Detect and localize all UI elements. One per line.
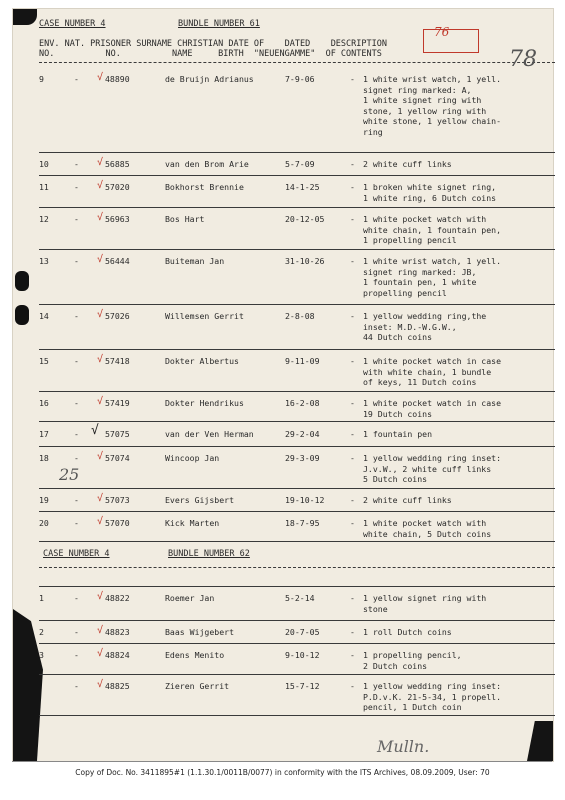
cell-env: 2 [39,627,44,637]
cell-birth: 20-12-05 [285,214,325,224]
desc-dash: - [350,311,355,321]
cell-name: Willemsen Gerrit [165,311,244,321]
desc-dash: - [350,627,355,637]
desc-dash: - [350,429,355,439]
checkmark-icon: √ [97,354,104,365]
row-divider [39,586,555,587]
cell-description: 1 white wrist watch, 1 yell. signet ring marked: A, 1 white signet ring with stone, 1 yellow ring with white stone, 1 yellow chain- ring [363,74,502,137]
cell-description: 1 white pocket watch in case with white chain, 1 bundle of keys, 11 Dutch coins [363,356,502,388]
row-divider [39,175,555,176]
cell-env: 13 [39,256,49,266]
row-divider [39,541,555,542]
row-divider [39,446,555,447]
cell-env: 1 [39,593,44,603]
row-divider [39,421,555,422]
row-divider [39,620,555,621]
desc-dash: - [350,593,355,603]
archive-footer: Copy of Doc. No. 3411895#1 (1.1.30.1/0011B/0077) in conformity with the ITS Archives, 08.09.2009, User: 70 [75,768,490,777]
cell-nat: - [74,518,79,528]
checkmark-icon: √ [97,180,104,191]
cell-description: 1 white wrist watch, 1 yell. signet ring marked: JB, 1 fountain pen, 1 white propelling pencil [363,256,502,298]
footer-divider [12,761,552,762]
cell-nat: - [74,182,79,192]
cell-birth: 14-1-25 [285,182,320,192]
cell-name: Kick Marten [165,518,220,528]
cell-description: 1 yellow wedding ring inset: J.v.W., 2 white cuff links 5 Dutch coins [363,453,502,485]
cell-env: 17 [39,429,49,439]
cell-pno: 57073 [105,495,130,505]
signature: Mulln. [377,737,430,756]
desc-dash: - [350,214,355,224]
cell-pno: 48823 [105,627,130,637]
cell-birth: 2-8-08 [285,311,315,321]
cell-name: van den Brom Arie [165,159,249,169]
checkmark-icon: √ [97,396,104,407]
cell-env: 12 [39,214,49,224]
cell-description: 1 white pocket watch with white chain, 5 Dutch coins [363,518,492,539]
cell-nat: - [74,495,79,505]
punch-hole [15,271,29,291]
cell-nat: - [74,453,79,463]
cell-description: 1 yellow wedding ring,the inset: M.D.-W.G.W., 44 Dutch coins [363,311,487,343]
row-divider [39,391,555,392]
torn-corner-top-left [13,9,37,25]
cell-birth: 9-10-12 [285,650,320,660]
document-scan [12,8,554,762]
desc-dash: - [350,681,355,691]
cell-nat: - [74,398,79,408]
checkmark-icon: √ [97,493,104,504]
checkmark-icon: √ [97,254,104,265]
cell-pno: 57418 [105,356,130,366]
cell-birth: 5-2-14 [285,593,315,603]
cell-pno: 48822 [105,593,130,603]
checkmark-icon: √ [97,625,104,636]
bundle-label: BUNDLE NUMBER 61 [178,19,260,29]
desc-dash: - [350,74,355,84]
cell-birth: 29-3-09 [285,453,320,463]
cell-birth: 7-9-06 [285,74,315,84]
checkmark-icon: √ [97,679,104,690]
red-stamp-box [423,29,479,53]
cell-nat: - [74,681,79,691]
cell-pno: 56885 [105,159,130,169]
column-headers-line1: ENV. NAT. PRISONER SURNAME CHRISTIAN DATE OF DATED DESCRIPTION [39,39,387,49]
cell-env: 16 [39,398,49,408]
row-divider [39,207,555,208]
row-divider [39,674,555,675]
cell-name: Edens Menito [165,650,225,660]
cell-env: 15 [39,356,49,366]
row-divider [39,249,555,250]
cell-pno: 56963 [105,214,130,224]
header-rule [39,62,555,63]
handwritten-scribble: 25 [59,465,80,484]
cell-pno: 48824 [105,650,130,660]
cell-description: 2 white cuff links [363,159,452,169]
cell-nat: - [74,627,79,637]
cell-description: 1 fountain pen [363,429,433,439]
cell-description: 1 broken white signet ring, 1 white ring, 6 Dutch coins [363,182,497,203]
desc-dash: - [350,495,355,505]
cell-env: 10 [39,159,49,169]
cell-nat: - [74,429,79,439]
cell-name: Baas Wijgebert [165,627,235,637]
cell-pno: 57020 [105,182,130,192]
checkmark-icon: √ [97,451,104,462]
cell-nat: - [74,159,79,169]
row-divider [39,643,555,644]
section2-bundle-label: BUNDLE NUMBER 62 [168,549,250,559]
case-label: CASE NUMBER 4 [39,19,106,29]
cell-name: Buiteman Jan [165,256,225,266]
desc-dash: - [350,182,355,192]
row-divider [39,511,555,512]
row-divider [39,715,555,716]
cell-name: Bokhorst Brennie [165,182,244,192]
cell-birth: 18-7-95 [285,518,320,528]
checkmark-icon: √ [97,648,104,659]
cell-birth: 29-2-04 [285,429,320,439]
cell-env: 3 [39,650,44,660]
cell-env: 14 [39,311,49,321]
cell-description: 1 propelling pencil, 2 Dutch coins [363,650,462,671]
torn-edge-bottom-right [527,721,553,761]
cell-birth: 20-7-05 [285,627,320,637]
cell-pno: 57419 [105,398,130,408]
checkmark-icon: √ [97,591,104,602]
cell-birth: 5-7-09 [285,159,315,169]
cell-description: 1 yellow signet ring with stone [363,593,487,614]
punch-hole [15,305,29,325]
cell-description: 1 roll Dutch coins [363,627,452,637]
cell-birth: 31-10-26 [285,256,325,266]
cell-birth: 9-11-09 [285,356,320,366]
stamp-number: 76 [434,25,450,39]
cell-nat: - [74,256,79,266]
cell-description: 2 white cuff links [363,495,452,505]
cell-env: 11 [39,182,49,192]
checkmark-icon: √ [97,212,104,223]
cell-env: 18 [39,453,49,463]
cell-name: de Bruijn Adrianus [165,74,254,84]
cell-pno: 57026 [105,311,130,321]
cell-nat: - [74,74,79,84]
cell-name: Dokter Hendrikus [165,398,244,408]
cell-name: Bos Hart [165,214,205,224]
cell-env: 20 [39,518,49,528]
row-divider [39,152,555,153]
cell-pno: 48825 [105,681,130,691]
cell-pno: 56444 [105,256,130,266]
cell-pno: 57070 [105,518,130,528]
desc-dash: - [350,256,355,266]
desc-dash: - [350,356,355,366]
cell-pno: 48890 [105,74,130,84]
checkmark-icon: √ [97,157,104,168]
cell-name: Zieren Gerrit [165,681,230,691]
cell-description: 1 yellow wedding ring inset: P.D.v.K. 21-5-34, 1 propell. pencil, 1 Dutch coin [363,681,502,713]
desc-dash: - [350,650,355,660]
column-headers-line2: NO. NO. NAME BIRTH "NEUENGAMME" OF CONTENTS [39,49,382,59]
desc-dash: - [350,159,355,169]
cell-name: Roemer Jan [165,593,215,603]
row-divider [39,349,555,350]
checkmark-icon: √ [91,423,99,438]
cell-name: Dokter Albertus [165,356,239,366]
cell-nat: - [74,650,79,660]
cell-pno: 57074 [105,453,130,463]
section2-header-rule [39,567,555,568]
cell-birth: 15-7-12 [285,681,320,691]
handwritten-page-number: 78 [509,47,537,72]
cell-env: 19 [39,495,49,505]
row-divider [39,304,555,305]
cell-nat: - [74,356,79,366]
desc-dash: - [350,398,355,408]
checkmark-icon: √ [97,72,104,83]
section2-case-label: CASE NUMBER 4 [43,549,110,559]
cell-birth: 16-2-08 [285,398,320,408]
cell-nat: - [74,214,79,224]
cell-nat: - [74,593,79,603]
cell-description: 1 white pocket watch in case 19 Dutch coins [363,398,502,419]
row-divider [39,488,555,489]
cell-name: Wincoop Jan [165,453,220,463]
checkmark-icon: √ [97,309,104,320]
desc-dash: - [350,518,355,528]
cell-name: van der Ven Herman [165,429,254,439]
cell-description: 1 white pocket watch with white chain, 1 fountain pen, 1 propelling pencil [363,214,502,246]
cell-birth: 19-10-12 [285,495,325,505]
checkmark-icon: √ [97,516,104,527]
cell-nat: - [74,311,79,321]
cell-env: 9 [39,74,44,84]
cell-name: Evers Gijsbert [165,495,235,505]
cell-pno: 57075 [105,429,130,439]
desc-dash: - [350,453,355,463]
